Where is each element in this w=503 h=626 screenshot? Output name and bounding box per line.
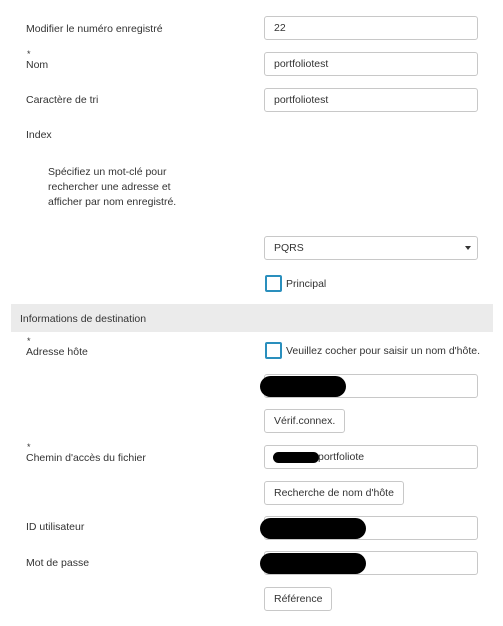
hostname-checkbox-label: Veuillez cocher pour saisir un nom d'hôte.: [286, 345, 481, 357]
destination-section-header: [11, 304, 493, 332]
registered-number-input[interactable]: 22: [264, 16, 478, 40]
required-mark: *: [27, 336, 31, 346]
index-select-value: PQRS: [274, 242, 304, 254]
redacted-user-id: [260, 518, 366, 539]
password-input[interactable]: [264, 551, 478, 575]
required-mark: *: [27, 49, 31, 59]
redacted-path-prefix: [273, 452, 319, 463]
required-mark: *: [27, 442, 31, 452]
sort-character-input[interactable]: portfoliotest: [264, 88, 478, 112]
chevron-down-icon: [465, 246, 471, 250]
index-select[interactable]: [264, 236, 478, 260]
user-id-label: ID utilisateur: [26, 521, 85, 533]
name-input[interactable]: portfoliotest: [264, 52, 478, 76]
destination-section-title: Informations de destination: [20, 313, 147, 325]
reference-button[interactable]: Référence: [264, 587, 332, 611]
password-label: Mot de passe: [26, 557, 90, 569]
principal-checkbox[interactable]: [265, 275, 282, 292]
registered-number-label: Modifier le numéro enregistré: [26, 23, 163, 35]
file-path-input[interactable]: [264, 445, 478, 469]
principal-label: Principal: [286, 278, 327, 290]
host-address-label: Adresse hôte: [26, 346, 88, 358]
index-label: Index: [26, 129, 52, 141]
file-path-label: Chemin d'accès du fichier: [26, 452, 146, 464]
file-path-value: portfoliote: [318, 451, 365, 463]
name-label: Nom: [26, 59, 49, 71]
index-description: Spécifiez un mot-clé pour rechercher une adresse et afficher par nom enregistré.: [48, 166, 177, 208]
redacted-host-address: [260, 376, 346, 397]
sort-character-label: Caractère de tri: [26, 94, 99, 106]
redacted-password: [260, 553, 366, 574]
host-address-input[interactable]: [264, 374, 478, 398]
verify-connection-button[interactable]: Vérif.connex.: [264, 409, 345, 433]
user-id-input[interactable]: [264, 516, 478, 540]
hostname-search-button[interactable]: Recherche de nom d'hôte: [264, 481, 404, 505]
hostname-checkbox[interactable]: [265, 342, 282, 359]
